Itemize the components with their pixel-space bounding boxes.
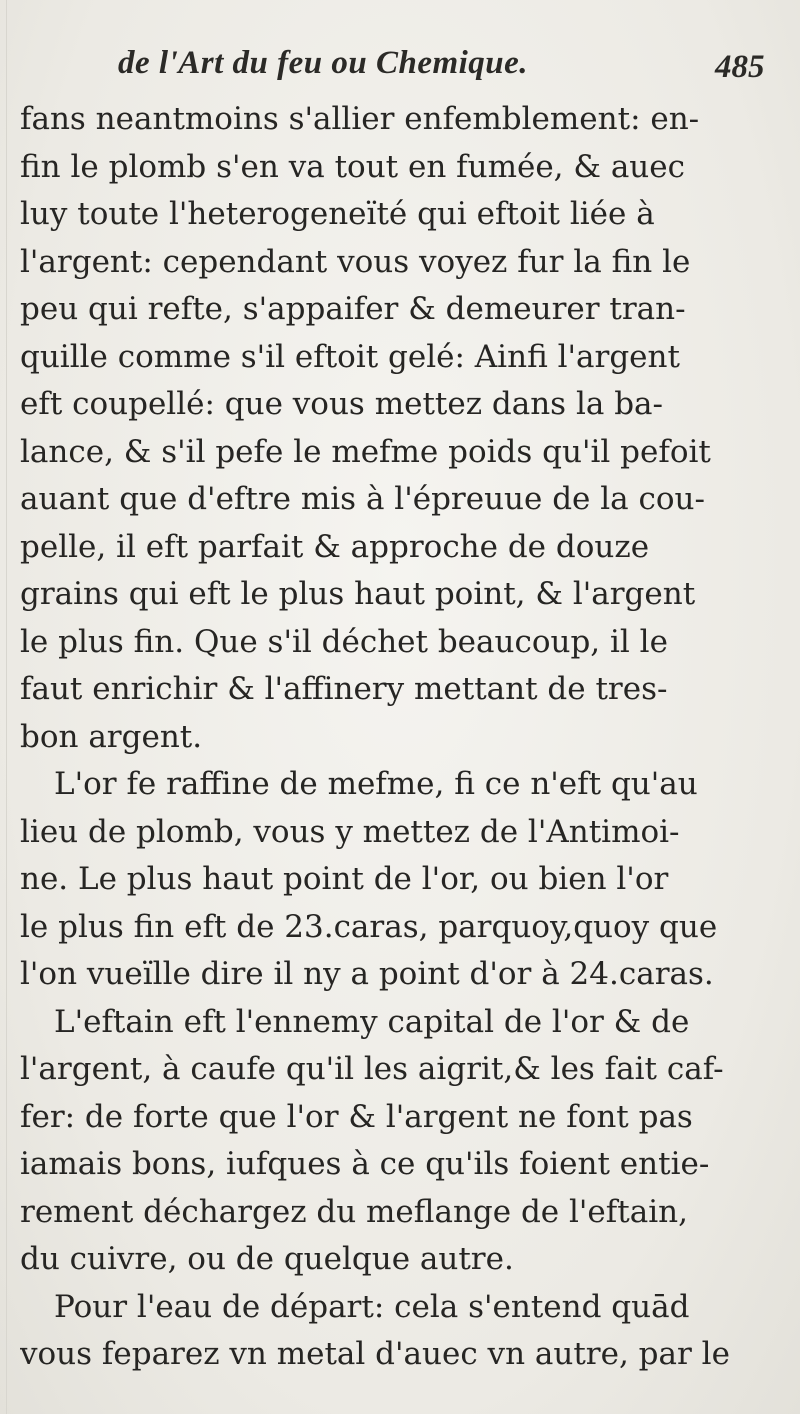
text-line: ne. Le plus haut point de l'or, ou bien l'or	[20, 861, 669, 897]
text-line: pelle, il eft parfait & approche de douze	[20, 528, 650, 565]
paragraph-first-line: L'eftain eft l'ennemy capital de l'or & de	[54, 1003, 690, 1040]
text-line: lieu de plomb, vous y mettez de l'Antimoi-	[20, 813, 680, 850]
paragraph-first-line: Pour l'eau de départ: cela s'entend quād	[54, 1288, 690, 1325]
text-line: iamais bons, iufques à ce qu'ils foient entie-	[20, 1146, 710, 1182]
text-line: luy toute l'heterogeneïté qui eftoit liée à	[20, 196, 655, 232]
text-line: rement déchargez du meflange de l'eftain,	[20, 1193, 688, 1230]
text-line: quille comme s'il eftoit gelé: Ainfi l'argent	[20, 338, 680, 375]
page-gutter-divider	[6, 0, 7, 1414]
text-line: fer: de forte que l'or & l'argent ne font pas	[20, 1098, 693, 1135]
text-line: le plus fin. Que s'il déchet beaucoup, il le	[20, 623, 668, 660]
body-text	[20, 96, 790, 1396]
text-line: vous feparez vn metal d'auec vn autre, par le	[20, 1336, 730, 1372]
text-line: fin le plomb s'en va tout en fumée, & auec	[20, 148, 685, 185]
text-line: l'argent, à caufe qu'il les aigrit,& les fait caf-	[20, 1051, 724, 1087]
text-line: bon argent.	[20, 718, 203, 755]
page-number: 485	[715, 49, 765, 85]
running-head: de l'Art du feu ou Chemique.	[118, 45, 529, 81]
text-line: l'on vueïlle dire il ny a point d'or à 24.caras.	[20, 956, 714, 992]
text-line: fans neantmoins s'allier enfemblement: en-	[20, 101, 700, 137]
text-line: lance, & s'il pefe le mefme poids qu'il pefoit	[20, 433, 711, 470]
text-line: auant que d'eftre mis à l'épreuue de la cou-	[20, 481, 705, 517]
text-line: grains qui eft le plus haut point, & l'argent	[20, 576, 696, 612]
text-line: faut enrichir & l'affinery mettant de tres-	[20, 671, 668, 707]
text-line: peu qui refte, s'appaifer & demeurer tran-	[20, 291, 686, 327]
paragraph-first-line: L'or fe raffine de mefme, fi ce n'eft qu'au	[54, 766, 698, 802]
text-line: l'argent: cependant vous voyez fur la fin le	[20, 243, 691, 280]
text-line: eft coupellé: que vous mettez dans la ba-	[20, 386, 663, 422]
text-line: le plus fin eft de 23.caras, parquoy,quoy que	[20, 908, 718, 945]
text-line: du cuivre, ou de quelque autre.	[20, 1241, 514, 1277]
